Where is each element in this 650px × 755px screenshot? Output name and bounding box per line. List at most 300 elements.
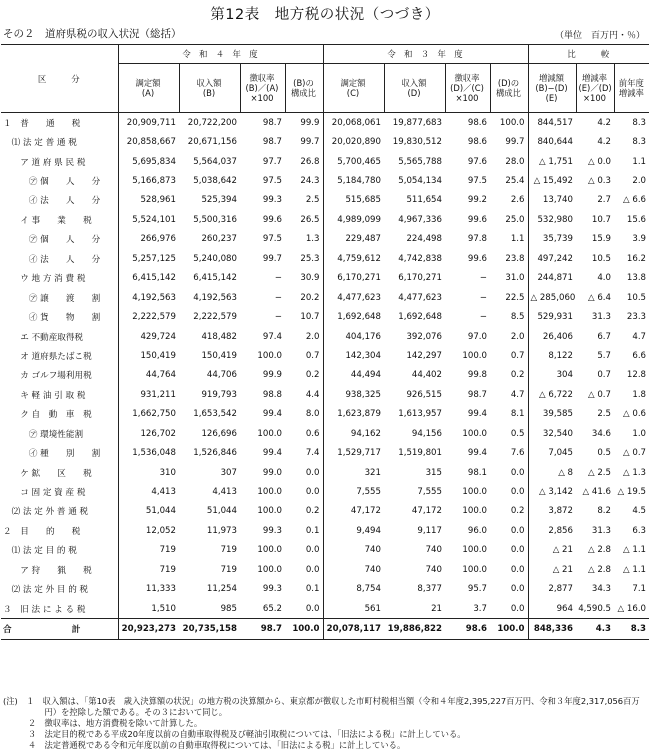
- row-label: オ 道府県たばこ税: [1, 346, 118, 365]
- table-cell: 7.1: [632, 584, 647, 595]
- table-cell: 28.0: [490, 152, 528, 171]
- table-cell: 98.8: [262, 389, 282, 400]
- table-cell: 0.0: [285, 482, 323, 501]
- table-cell: △ 3,142: [539, 487, 573, 498]
- table-cell: 22.5: [490, 288, 528, 307]
- table-cell: 16.2: [626, 253, 647, 264]
- row-label: ㋐ 個 人 分: [1, 171, 118, 190]
- table-cell: △ 2.5: [587, 467, 611, 478]
- table-cell: 3,872: [548, 506, 573, 517]
- table-cell: △ 21: [552, 564, 573, 575]
- table-cell: 7,045: [548, 448, 573, 459]
- table-cell: 13,740: [542, 195, 573, 206]
- row-label: ⑴ 法 定 普 通 税: [1, 132, 118, 151]
- table-row: [1, 210, 649, 229]
- table-cell: 96.0: [467, 525, 487, 536]
- table-cell: 4,590.5: [578, 603, 611, 614]
- table-cell: 3.7: [473, 603, 487, 614]
- table-cell: 99.3: [262, 195, 282, 206]
- table-row: [1, 152, 649, 171]
- table-row: [1, 307, 649, 326]
- table-cell: 20,722,200: [187, 117, 237, 128]
- table-cell: 844,517: [537, 117, 573, 128]
- table-cell: △ 6.6: [623, 195, 647, 206]
- table-cell: 100.0: [257, 545, 282, 556]
- note-line: ３ 法定目的税である平成20年度以前の自動車取得税及び軽油引取税については、「旧法による税」に計上している。: [3, 729, 466, 739]
- table-cell: 8,754: [356, 584, 381, 595]
- table-cell: 1.0: [632, 428, 647, 439]
- table-row: [1, 502, 649, 521]
- table-cell: 1,623,879: [337, 409, 381, 420]
- table-row: [1, 599, 649, 619]
- table-cell: 0.0: [285, 599, 323, 619]
- table-cell: 12,052: [145, 525, 176, 536]
- table-row: [1, 269, 649, 288]
- table-cell: 1,519,801: [398, 448, 442, 459]
- table-cell: 1.1: [490, 230, 528, 249]
- table-cell: 919,793: [201, 389, 237, 400]
- table-cell: 94,162: [350, 428, 381, 439]
- table-cell: 719: [220, 545, 237, 556]
- column-header: 前年度 増減率: [614, 64, 649, 113]
- row-label: ㋐ 個 人 分: [1, 230, 118, 249]
- table-cell: 0.5: [597, 448, 611, 459]
- table-row: [1, 113, 649, 133]
- table-cell: 315: [425, 467, 442, 478]
- table-cell: 938,325: [345, 389, 381, 400]
- table-cell: 0.7: [597, 370, 611, 381]
- column-header: 収入額 (D): [384, 64, 445, 113]
- table-cell: 19,886,822: [384, 619, 445, 639]
- table-cell: 98.7: [262, 117, 282, 128]
- table-cell: 98.7: [467, 389, 487, 400]
- table-cell: 1,536,048: [132, 448, 176, 459]
- table-cell: 99.4: [467, 448, 487, 459]
- table-cell: 98.7: [262, 137, 282, 148]
- table-cell: 5,257,125: [132, 253, 176, 264]
- header-comparison: 比 較: [528, 45, 649, 64]
- table-cell: 11,973: [206, 525, 237, 536]
- table-cell: 6.6: [632, 350, 647, 361]
- table-cell: 99.7: [490, 132, 528, 151]
- table-cell: 561: [364, 603, 381, 614]
- page-title: 第12表 地方税の状況（つづき）: [210, 7, 440, 23]
- table-cell: 9,494: [356, 525, 381, 536]
- table-cell: 100.0: [490, 113, 528, 133]
- table-cell: △ 16.0: [617, 603, 647, 614]
- table-cell: 418,482: [201, 331, 237, 342]
- table-cell: 20,068,061: [331, 117, 381, 128]
- table-cell: 392,076: [406, 331, 442, 342]
- table-cell: 0.6: [285, 424, 323, 443]
- table-cell: 150,419: [201, 350, 237, 361]
- table-cell: −: [274, 312, 282, 323]
- row-label: ⑵ 法 定 外 普 通 税: [1, 502, 118, 521]
- note-line: ４ 法定普通税である令和元年度以前の自動車取得税については、「旧法による税」に計上している。: [3, 740, 406, 750]
- table-cell: 8.1: [490, 405, 528, 424]
- table-cell: 126,696: [201, 428, 237, 439]
- table-cell: 32,540: [542, 428, 573, 439]
- table-cell: 528,961: [140, 195, 176, 206]
- table-cell: 10.7: [285, 307, 323, 326]
- table-cell: 11,333: [145, 584, 176, 595]
- table-cell: 10.5: [626, 292, 647, 303]
- table-cell: 2.0: [285, 327, 323, 346]
- table-cell: 97.5: [467, 176, 487, 187]
- row-label: ３ 旧 法 に よ る 税: [1, 599, 118, 619]
- row-label: エ 不動産取得税: [1, 327, 118, 346]
- row-label: ㋑ 貨 物 割: [1, 307, 118, 326]
- table-cell: 719: [159, 564, 176, 575]
- table-cell: 0.0: [490, 463, 528, 482]
- table-cell: 100.0: [462, 428, 487, 439]
- table-cell: 23.3: [626, 312, 647, 323]
- table-row: [1, 482, 649, 501]
- table-cell: 848,336: [528, 619, 576, 639]
- table-cell: 99.7: [285, 132, 323, 151]
- table-cell: 7,555: [417, 487, 442, 498]
- table-cell: −: [479, 292, 487, 303]
- note-line: 円）を控除した額である。その３において同じ。: [3, 707, 228, 717]
- table-cell: 719: [159, 545, 176, 556]
- table-cell: 0.0: [285, 463, 323, 482]
- table-cell: −: [479, 312, 487, 323]
- header-r3: 令 和 ３ 年 度: [323, 45, 528, 64]
- table-cell: 99.2: [467, 195, 487, 206]
- row-label: ケ 鉱 区 税: [1, 463, 118, 482]
- row-label: ㋑ 法 人 分: [1, 249, 118, 268]
- table-cell: 98.6: [445, 619, 490, 639]
- table-cell: 8.3: [632, 137, 647, 148]
- table-cell: 0.7: [285, 346, 323, 365]
- table-cell: 94,156: [411, 428, 442, 439]
- table-cell: △ 21: [552, 545, 573, 556]
- table-cell: 142,297: [406, 350, 442, 361]
- table-cell: 99.9: [262, 370, 282, 381]
- table-cell: 26.5: [285, 210, 323, 229]
- table-cell: 11,254: [206, 584, 237, 595]
- table-cell: 97.8: [467, 234, 487, 245]
- table-cell: 15.9: [591, 234, 611, 245]
- table-cell: 0.0: [490, 482, 528, 501]
- table-cell: △ 2.8: [587, 545, 611, 556]
- table-cell: 19,877,683: [392, 117, 442, 128]
- table-row: [1, 560, 649, 579]
- table-cell: 266,976: [140, 234, 176, 245]
- table-cell: 0.2: [490, 502, 528, 521]
- table-cell: 20,078,117: [323, 619, 384, 639]
- table-cell: 4.0: [597, 273, 611, 284]
- table-row: [1, 405, 649, 424]
- tax-revenue-table: [1, 44, 649, 640]
- table-row: [1, 366, 649, 385]
- table-cell: △ 0.7: [587, 389, 611, 400]
- table-cell: 9,117: [417, 525, 442, 536]
- table-cell: 65.2: [262, 603, 282, 614]
- table-cell: 4,477,623: [398, 292, 442, 303]
- table-cell: 44,706: [206, 370, 237, 381]
- table-cell: 4.7: [632, 331, 647, 342]
- column-header: 収入額 (B): [179, 64, 240, 113]
- table-cell: 0.0: [490, 541, 528, 560]
- table-cell: 97.6: [467, 156, 487, 167]
- table-cell: 126,702: [140, 428, 176, 439]
- table-cell: 0.2: [285, 502, 323, 521]
- table-cell: 4.3: [576, 619, 614, 639]
- row-label: イ 事 業 税: [1, 210, 118, 229]
- table-row: [1, 463, 649, 482]
- table-cell: 47,172: [350, 506, 381, 517]
- table-cell: 321: [364, 467, 381, 478]
- table-cell: 0.0: [285, 541, 323, 560]
- table-cell: 8.3: [614, 619, 649, 639]
- table-cell: 0.5: [490, 424, 528, 443]
- column-header: 増減率 (E)／(D) ×100: [576, 64, 614, 113]
- table-cell: 4.2: [597, 117, 611, 128]
- table-cell: 5,524,101: [132, 214, 176, 225]
- table-cell: △ 1.3: [623, 467, 647, 478]
- table-cell: 4,477,623: [337, 292, 381, 303]
- table-cell: 740: [364, 545, 381, 556]
- row-label: ⑵ 法 定 外 目 的 税: [1, 580, 118, 599]
- row-label: 合 計: [1, 619, 118, 639]
- table-cell: 35,739: [542, 234, 573, 245]
- table-cell: 5,038,642: [193, 176, 237, 187]
- table-cell: 497,242: [537, 253, 573, 264]
- table-row: [1, 580, 649, 599]
- table-cell: △ 1,751: [539, 156, 573, 167]
- column-header: 徴収率 (B)／(A) ×100: [240, 64, 285, 113]
- table-cell: 740: [425, 564, 442, 575]
- table-cell: 97.0: [467, 331, 487, 342]
- table-cell: 6,415,142: [132, 273, 176, 284]
- table-cell: 8,122: [548, 350, 573, 361]
- table-cell: 2,222,579: [193, 312, 237, 323]
- table-cell: 985: [220, 603, 237, 614]
- table-cell: 12.8: [626, 370, 647, 381]
- column-header: (B)の 構成比: [285, 64, 323, 113]
- table-cell: 0.0: [490, 521, 528, 540]
- row-label: ２ 目 的 税: [1, 521, 118, 540]
- table-cell: 1.1: [632, 156, 647, 167]
- table-cell: 1,510: [151, 603, 176, 614]
- table-cell: 98.1: [467, 467, 487, 478]
- row-label: ㋑ 種 別 割: [1, 443, 118, 462]
- table-cell: 97.5: [262, 176, 282, 187]
- table-cell: 6.3: [632, 525, 647, 536]
- table-row: [1, 191, 649, 210]
- table-cell: 2,856: [548, 525, 573, 536]
- row-label: ㋑ 法 人 分: [1, 191, 118, 210]
- table-cell: 1.8: [632, 389, 647, 400]
- table-cell: 100.0: [462, 506, 487, 517]
- table-cell: 150,419: [140, 350, 176, 361]
- table-cell: 511,654: [406, 195, 442, 206]
- table-cell: △ 2.8: [587, 564, 611, 575]
- table-row: [1, 424, 649, 443]
- table-cell: △ 1.1: [623, 545, 647, 556]
- table-cell: 0.0: [490, 599, 528, 619]
- table-cell: 34.3: [591, 584, 611, 595]
- table-cell: 0.7: [490, 346, 528, 365]
- table-cell: 100.0: [257, 428, 282, 439]
- table-cell: △ 8: [558, 467, 573, 478]
- table-cell: 99.6: [467, 214, 487, 225]
- table-cell: 740: [364, 564, 381, 575]
- table-cell: △ 41.6: [582, 487, 611, 498]
- table-cell: 310: [159, 467, 176, 478]
- table-cell: 719: [220, 564, 237, 575]
- table-cell: 25.0: [490, 210, 528, 229]
- table-cell: 1,692,648: [337, 312, 381, 323]
- table-cell: 2.6: [490, 191, 528, 210]
- table-cell: 0.1: [285, 521, 323, 540]
- table-cell: 13.8: [626, 273, 647, 284]
- table-cell: 100.0: [257, 487, 282, 498]
- row-label: ㋐ 環境性能割: [1, 424, 118, 443]
- table-cell: 99.3: [262, 525, 282, 536]
- table-cell: 100.0: [462, 487, 487, 498]
- page-subtitle: その２ 道府県税の収入状況（総括）: [3, 28, 182, 40]
- table-cell: 404,176: [345, 331, 381, 342]
- table-cell: 931,211: [140, 389, 176, 400]
- table-cell: 926,515: [406, 389, 442, 400]
- table-cell: 4,989,099: [337, 214, 381, 225]
- table-cell: 5,695,834: [132, 156, 176, 167]
- table-cell: 4.2: [597, 137, 611, 148]
- table-cell: 100.0: [462, 564, 487, 575]
- table-cell: 740: [425, 545, 442, 556]
- table-cell: 2.5: [285, 191, 323, 210]
- table-cell: 8.5: [490, 307, 528, 326]
- table-cell: 307: [220, 467, 237, 478]
- table-row: [1, 288, 649, 307]
- table-cell: 0.0: [490, 560, 528, 579]
- table-cell: 1,529,717: [337, 448, 381, 459]
- note-line: (注) １ 収入額は、「第10表 歳入決算額の状況」の地方税の決算額から、東京都が徴収した市町村税相当額（令和４年度2,395,227百万円、令和３年度2,317,056百万: [3, 696, 640, 706]
- row-label: ク 自 動 車 税: [1, 405, 118, 424]
- table-row: [1, 132, 649, 151]
- note-line: ２ 徴収率は、地方消費税を除いて計算した。: [3, 718, 203, 728]
- table-cell: 5,184,780: [337, 176, 381, 187]
- table-cell: 260,237: [201, 234, 237, 245]
- table-cell: 20.2: [285, 288, 323, 307]
- table-cell: 31.0: [490, 269, 528, 288]
- table-cell: 44,764: [145, 370, 176, 381]
- table-cell: 20,858,667: [126, 137, 176, 148]
- table-cell: 4.7: [490, 385, 528, 404]
- table-row: [1, 619, 649, 639]
- table-cell: 100.0: [462, 350, 487, 361]
- table-cell: −: [479, 273, 487, 284]
- row-label: ㋐ 譲 渡 割: [1, 288, 118, 307]
- table-cell: 99.7: [262, 253, 282, 264]
- table-cell: −: [274, 273, 282, 284]
- table-cell: 5,240,080: [193, 253, 237, 264]
- column-header: 増減額 (B)−(D) (E): [528, 64, 576, 113]
- table-cell: 25.4: [490, 171, 528, 190]
- table-cell: △ 6.4: [587, 292, 611, 303]
- table-cell: 4,413: [212, 487, 237, 498]
- table-cell: 1,526,846: [193, 448, 237, 459]
- table-cell: 20,020,890: [331, 137, 381, 148]
- table-cell: 5,500,316: [193, 214, 237, 225]
- table-cell: △ 0.6: [623, 409, 647, 420]
- table-cell: 100.0: [490, 619, 528, 639]
- table-cell: 142,304: [345, 350, 381, 361]
- table-cell: 8.0: [285, 405, 323, 424]
- table-cell: 2,222,579: [132, 312, 176, 323]
- table-cell: 99.4: [262, 409, 282, 420]
- table-cell: 20,671,156: [187, 137, 237, 148]
- table-cell: 244,871: [537, 273, 573, 284]
- table-cell: 1.3: [285, 230, 323, 249]
- table-cell: 20,923,273: [118, 619, 179, 639]
- table-cell: 7,555: [356, 487, 381, 498]
- table-cell: 99.8: [467, 370, 487, 381]
- table-cell: 47,172: [411, 506, 442, 517]
- table-cell: △ 19.5: [617, 487, 647, 498]
- table-cell: 6,170,271: [337, 273, 381, 284]
- table-cell: 98.6: [467, 117, 487, 128]
- table-cell: △ 0.7: [623, 448, 647, 459]
- table-cell: 5,166,873: [132, 176, 176, 187]
- table-cell: 0.2: [285, 366, 323, 385]
- table-cell: 8.3: [632, 117, 647, 128]
- table-cell: 100.0: [285, 619, 323, 639]
- column-header: 徴収率 (D)／(C) ×100: [445, 64, 490, 113]
- table-cell: 5,564,037: [193, 156, 237, 167]
- table-cell: 4,742,838: [398, 253, 442, 264]
- table-cell: 99.3: [262, 584, 282, 595]
- table-cell: 20,735,158: [179, 619, 240, 639]
- table-row: [1, 249, 649, 268]
- table-cell: 21: [431, 603, 442, 614]
- table-row: [1, 230, 649, 249]
- table-cell: △ 0.0: [587, 156, 611, 167]
- table-cell: 304: [556, 370, 573, 381]
- table-cell: 4,192,563: [132, 292, 176, 303]
- table-cell: 44,494: [350, 370, 381, 381]
- table-cell: 15.6: [626, 214, 647, 225]
- table-cell: 2.5: [597, 409, 611, 420]
- table-cell: 2.0: [490, 327, 528, 346]
- table-cell: 4,413: [151, 487, 176, 498]
- table-cell: 4,759,612: [337, 253, 381, 264]
- table-cell: 964: [556, 603, 573, 614]
- table-cell: 4.4: [285, 385, 323, 404]
- table-row: [1, 346, 649, 365]
- table-cell: 23.8: [490, 249, 528, 268]
- table-cell: 2.7: [597, 195, 611, 206]
- table-cell: △ 15,492: [533, 176, 573, 187]
- table-cell: 25.3: [285, 249, 323, 268]
- row-label: ⑴ 法 定 目 的 税: [1, 541, 118, 560]
- table-cell: 529,931: [537, 312, 573, 323]
- table-row: [1, 443, 649, 462]
- table-cell: 24.3: [285, 171, 323, 190]
- table-cell: 0.0: [490, 580, 528, 599]
- table-cell: 39,585: [542, 409, 573, 420]
- column-header: 調定額 (C): [323, 64, 384, 113]
- table-cell: 1,613,957: [398, 409, 442, 420]
- table-cell: △ 0.3: [587, 176, 611, 187]
- table-cell: 5.7: [597, 350, 611, 361]
- table-cell: △ 285,060: [530, 292, 576, 303]
- table-cell: 6,415,142: [193, 273, 237, 284]
- table-row: [1, 541, 649, 560]
- table-cell: 8.2: [597, 506, 611, 517]
